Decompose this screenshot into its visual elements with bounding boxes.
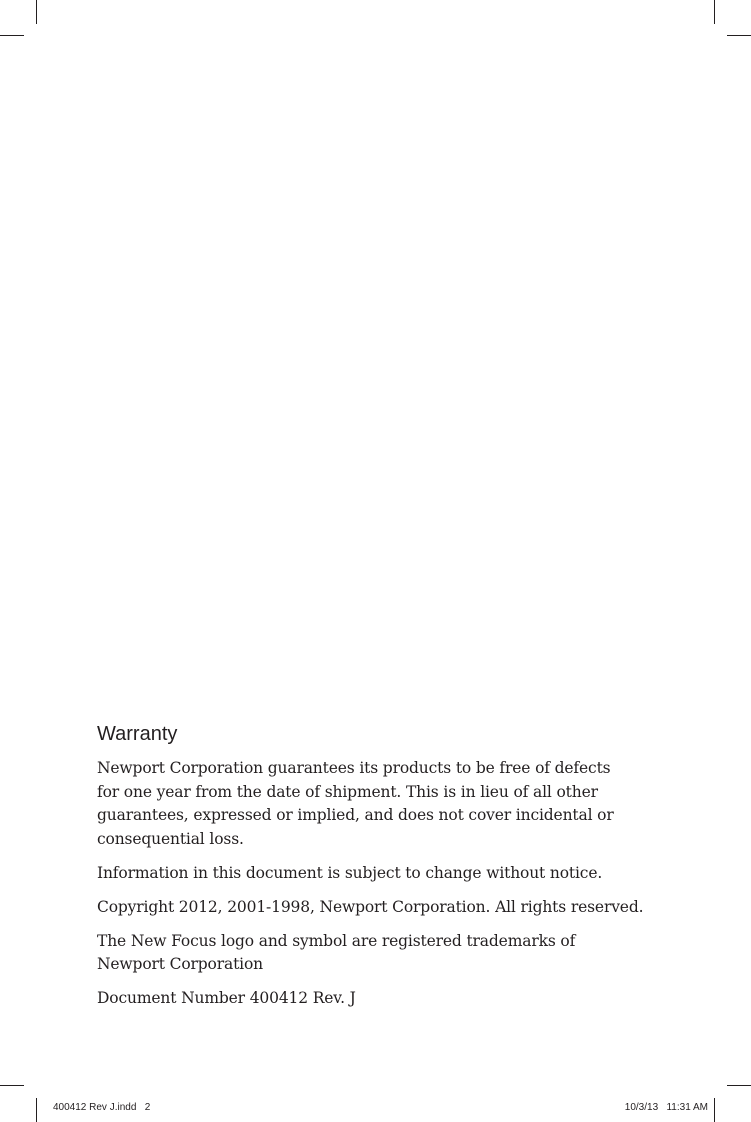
- crop-mark-bottom-right-horizontal: [727, 1085, 751, 1086]
- crop-mark-top-right-horizontal: [727, 35, 751, 36]
- crop-mark-bottom-left-horizontal: [0, 1085, 24, 1086]
- crop-mark-top-right-vertical: [714, 0, 715, 24]
- document-number-line: Document Number 400412 Rev. J: [97, 989, 356, 1007]
- copyright-paragraph: [97, 896, 657, 920]
- trademark-line: Newport Corporation: [97, 955, 263, 973]
- notice-line: Information in this document is subject to change without notice.: [97, 863, 603, 882]
- warranty-line: for one year from the date of shipment. This is in lieu of all other: [97, 782, 598, 801]
- crop-mark-top-left-horizontal: [0, 35, 24, 36]
- trademark-line: The New Focus logo and symbol are registered trademarks of: [97, 931, 576, 950]
- slug-date-time: 10/3/13 11:31 AM: [624, 1102, 708, 1113]
- crop-mark-bottom-left-vertical: [36, 1098, 37, 1122]
- notice-paragraph: [97, 862, 657, 886]
- document-number-paragraph: [97, 987, 657, 1011]
- warranty-line: consequential loss.: [97, 829, 244, 848]
- warranty-line: Newport Corporation guarantees its products to be free of defects: [97, 759, 611, 777]
- warranty-paragraph: [97, 757, 657, 851]
- trademark-paragraph: [97, 930, 657, 977]
- warranty-line: guarantees, expressed or implied, and does not cover incidental or: [97, 806, 614, 824]
- warranty-heading: Warranty: [97, 723, 178, 745]
- crop-mark-top-left-vertical: [36, 0, 37, 24]
- crop-mark-bottom-right-vertical: [714, 1098, 715, 1122]
- copyright-line: Copyright 2012, 2001-1998, Newport Corporation. All rights reserved.: [97, 897, 644, 916]
- warranty-section: [97, 721, 657, 1021]
- slug-file-name: 400412 Rev J.indd 2: [53, 1102, 151, 1113]
